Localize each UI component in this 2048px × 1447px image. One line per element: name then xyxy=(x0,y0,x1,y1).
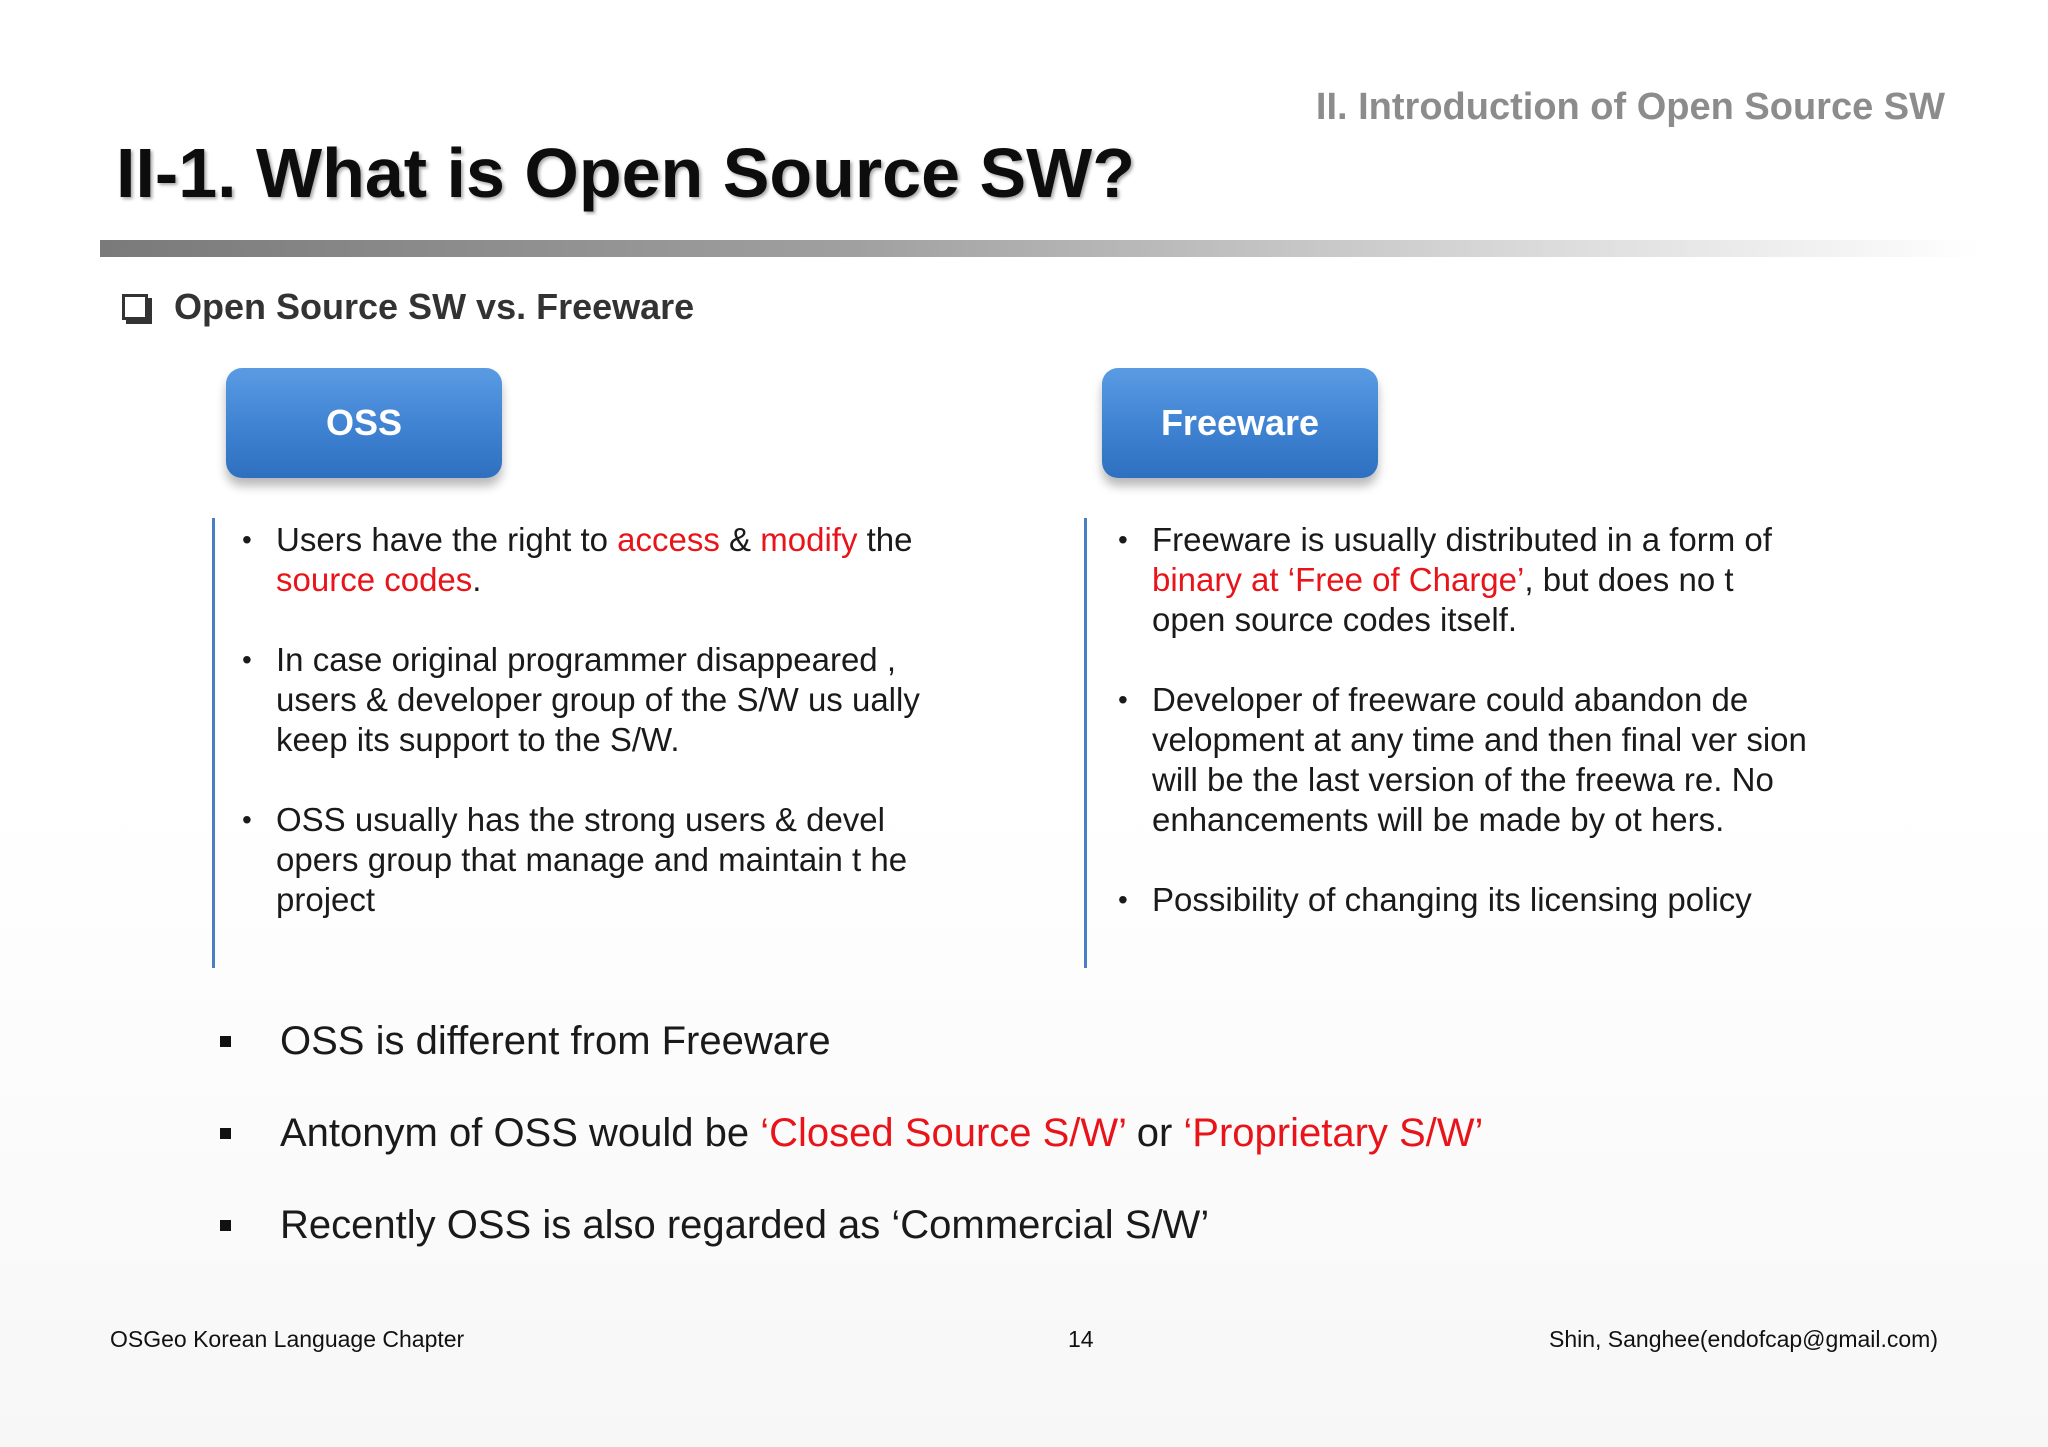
body-text: Recently OSS is also regarded as ‘Commercial S/W’ xyxy=(280,1203,1210,1247)
highlighted-text: ‘Proprietary S/W’ xyxy=(1183,1111,1484,1155)
body-text: Antonym of OSS would be xyxy=(280,1111,761,1155)
body-text: Users have the right to xyxy=(276,521,618,558)
summary-bullet-item xyxy=(216,1016,1483,1108)
page-title: II-1. What is Open Source SW? xyxy=(116,134,1135,212)
body-text: OSS usually has the strong users & devel opers group that manage and maintain t he project xyxy=(276,801,908,918)
freeware-bullet-item xyxy=(1116,520,1816,640)
highlighted-text: ‘Closed Source S/W’ xyxy=(760,1111,1126,1155)
footer-author: Shin, Sanghee(endofcap@gmail.com) xyxy=(1548,1326,1938,1352)
oss-header-button: OSS xyxy=(226,368,502,478)
summary-bullet-item xyxy=(216,1108,1483,1200)
page-number: 14 xyxy=(1068,1326,1094,1352)
subheading xyxy=(120,282,694,332)
body-text: the xyxy=(857,521,913,558)
title-divider xyxy=(100,240,1980,257)
highlighted-text: modify xyxy=(760,521,858,558)
freeware-column-divider xyxy=(1084,518,1087,968)
body-text: . xyxy=(472,561,482,598)
oss-bullet-item xyxy=(240,520,920,600)
freeware-header-button: Freeware xyxy=(1102,368,1378,478)
checkbox-bullet-icon xyxy=(122,294,148,320)
body-text: or xyxy=(1125,1111,1184,1155)
oss-column-divider xyxy=(212,518,215,968)
freeware-bullet-item xyxy=(1116,880,1816,920)
body-text: & xyxy=(719,521,761,558)
subheading-text: Open Source SW vs. Freeware xyxy=(174,286,695,327)
highlighted-text: access xyxy=(617,521,720,558)
highlighted-text: binary at ‘Free of Charge’ xyxy=(1152,561,1525,598)
oss-bullet-list xyxy=(240,520,920,960)
body-text: , but does no t open source codes itself. xyxy=(1152,561,1734,638)
summary-bullet-item xyxy=(216,1200,1483,1292)
body-text: OSS is different from Freeware xyxy=(280,1019,831,1063)
body-text: Freeware is usually distributed in a form of xyxy=(1152,521,1772,558)
oss-bullet-item xyxy=(240,640,920,760)
summary-list xyxy=(216,1016,1483,1292)
freeware-bullet-list xyxy=(1116,520,1816,960)
body-text: Possibility of changing its licensing policy xyxy=(1152,881,1752,918)
freeware-bullet-item xyxy=(1116,680,1816,840)
footer-organization: OSGeo Korean Language Chapter xyxy=(110,1326,465,1352)
body-text: Developer of freeware could abandon de velopment at any time and then final ver sion will be the last version of the freewa re. No enhancements will be made by ot hers. xyxy=(1152,681,1807,838)
oss-bullet-item xyxy=(240,800,920,920)
highlighted-text: source codes xyxy=(276,561,473,598)
body-text: In case original programmer disappeared , users & developer group of the S/W us ually keep its support to the S/W. xyxy=(276,641,920,758)
section-header: II. Introduction of Open Source SW xyxy=(1315,86,1945,128)
